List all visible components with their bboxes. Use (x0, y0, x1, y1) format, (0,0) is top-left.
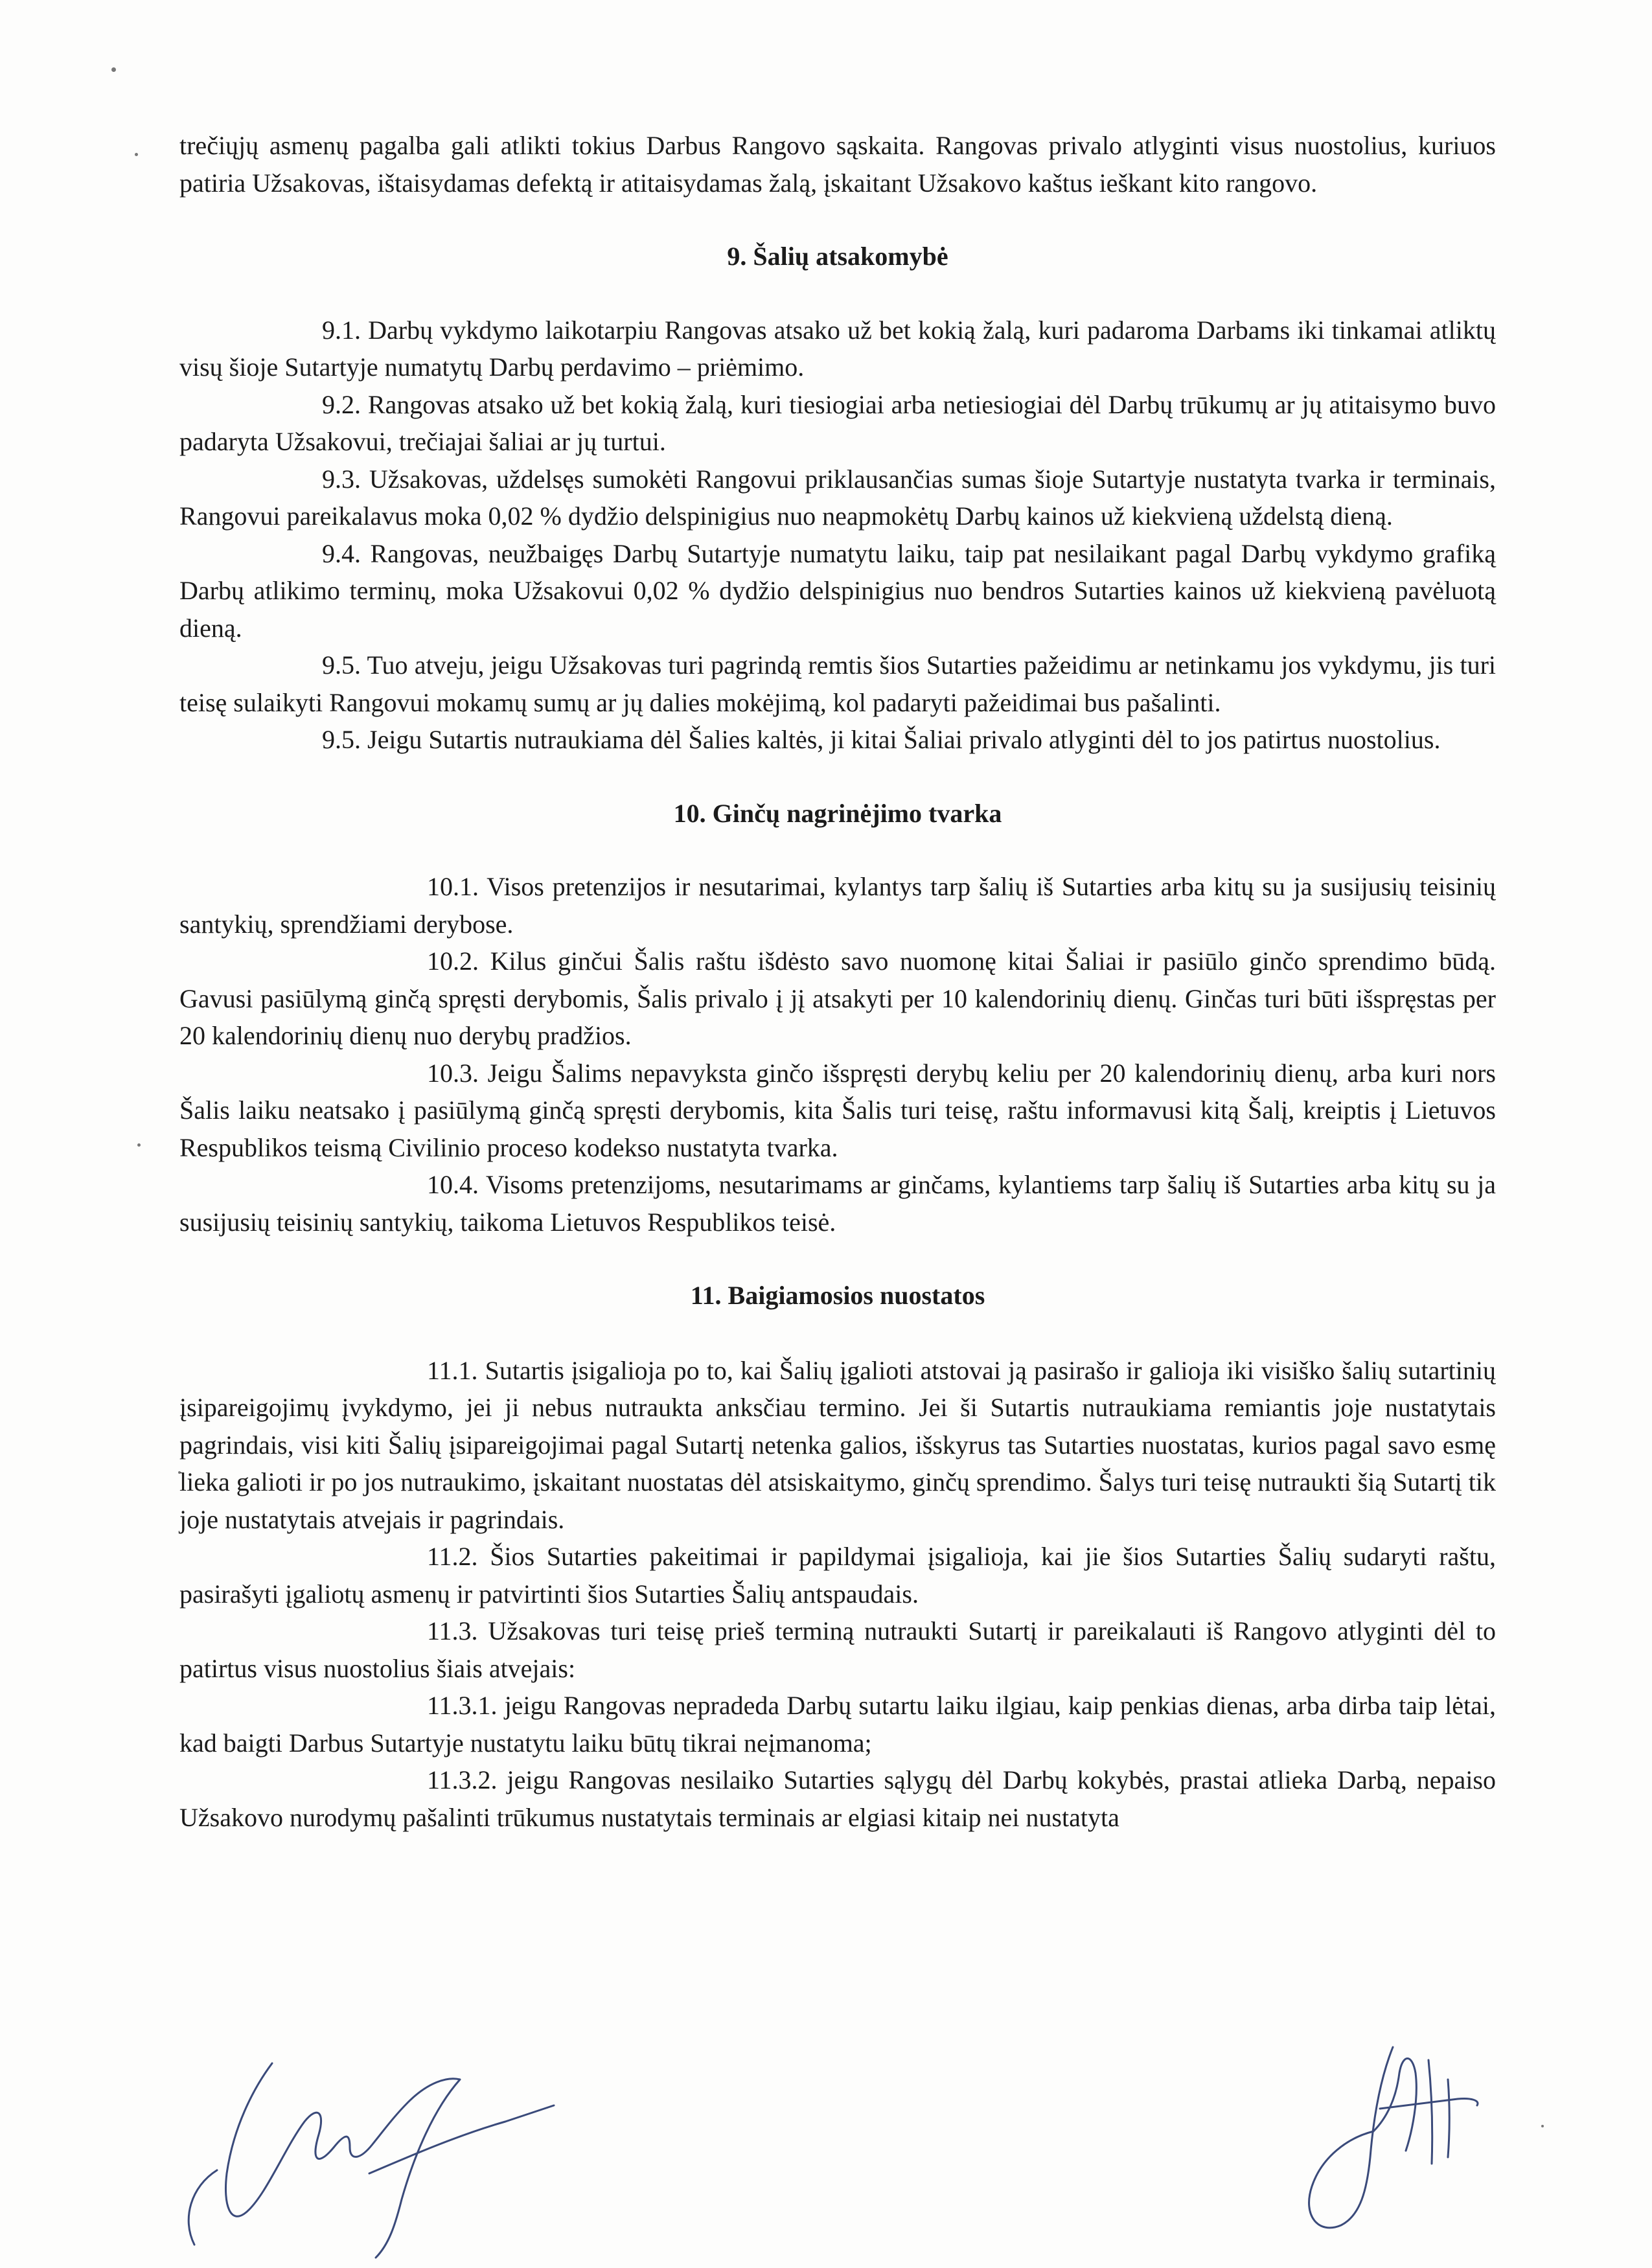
clause-10-2: 10.2. Kilus ginčui Šalis raštu išdėsto savo nuomonę kitai Šaliai ir pasiūlo ginčo sprendimo būdą. Gavusi pasiūlymą ginčą spręsti derybomis, Šalis privalo į jį atsakyti per 10 kalendorinių dienų. Ginčas turi būti išspręstas per 20 kalendorinių dienų nuo derybų pradžios. (179, 946, 1496, 1050)
clause-10-1: 10.1. Visos pretenzijos ir nesutarimai, kylantys tarp šalių iš Sutarties arba kitų su ja susijusių teisinių santykių, sprendžiami derybose. (179, 872, 1496, 939)
document-body (179, 127, 1496, 1836)
clause-9-4: 9.4. Rangovas, neužbaigęs Darbų Sutartyje numatytu laiku, taip pat nesilaikant pagal Darbų vykdymo grafiką Darbų atlikimo terminų, moka Užsakovui 0,02 % dydžio delspinigius nuo bendros Sutarties kainos už kiekvieną pavėluotą dieną. (179, 538, 1496, 643)
clause-11-1: 11.1. Sutartis įsigalioja po to, kai Šalių įgalioti atstovai ją pasirašo ir galioja iki visiško šalių sutartinių įsipareigojimų įvykdymo, jei ji nebus nutraukta anksčiau termino. Jei ši Sutartis nutraukiama remiantis joje nustatytais pagrindais, visi kiti Šalių įsipareigojimai pagal Sutartį netenka galios, išskyrus tas Sutarties nuostatas, kurios pagal savo esmę lieka galioti ir po jos nutraukimo, įskaitant nuostatas dėl atsiskaitymo, ginčų sprendimo. Šalys turi teisę nutraukti šią Sutartį tik joje nustatytais atvejais ir pagrindais. (179, 1355, 1496, 1534)
clause-11-3-2: 11.3.2. jeigu Rangovas nesilaiko Sutarties sąlygų dėl Darbų kokybės, prastai atlieka Darbą, nepaiso Užsakovo nurodymų pašalinti trūkumus nustatytais terminais ar elgiasi kitaip nei nustatyta (179, 1765, 1496, 1832)
clause-10-4: 10.4. Visoms pretenzijoms, nesutarimams ar ginčams, kylantiems tarp šalių iš Sutarties arba kitų su ja susijusių teisinių santykių, taikoma Lietuvos Respublikos teisė. (179, 1170, 1496, 1237)
clause-11-2: 11.2. Šios Sutarties pakeitimai ir papildymai įsigalioja, kai jie šios Sutarties Šalių sudaryti raštu, pasirašyti įgaliotų asmenų ir patvirtinti šios Sutarties Šalių antspaudais. (179, 1542, 1496, 1609)
continuation-paragraph: trečiųjų asmenų pagalba gali atlikti tokius Darbus Rangovo sąskaita. Rangovas privalo atlyginti visus nuostolius, kuriuos patiria Užsakovas, ištaisydamas defektą ir atitaisydamas žalą, įskaitant Užsakovo kaštus ieškant kito rangovo. (179, 131, 1496, 198)
clause-9-5b: 9.5. Jeigu Sutartis nutraukiama dėl Šalies kaltės, ji kitai Šaliai privalo atlyginti dėl to jos patirtus nuostolius. (322, 725, 1441, 754)
clause-10-3: 10.3. Jeigu Šalims nepavyksta ginčo išspręsti derybų keliu per 20 kalendorinių dienų, arba kuri nors Šalis laiku neatsako į pasiūlymą ginčą spręsti derybomis, kita Šalis turi teisę, raštu informavusi kitą Šalį, kreiptis į Lietuvos Respublikos teismą Civilinio proceso kodekso nustatyta tvarka. (179, 1058, 1496, 1162)
section-heading-10: 10. Ginčų nagrinėjimo tvarka (673, 798, 1002, 828)
clause-9-2: 9.2. Rangovas atsako už bet kokią žalą, kuri tiesiogiai arba netiesiogiai dėl Darbų trūkumų ar jų atitaisymo buvo padaryta Užsakovui, trečiajai šaliai ar jų turtui. (179, 389, 1496, 456)
section-heading-9: 9. Šalių atsakomybė (727, 242, 948, 271)
signature-right (1283, 2041, 1503, 2235)
clause-9-3: 9.3. Užsakovas, uždelsęs sumokėti Rangovui priklausančias sumas šioje Sutartyje nustatyta tvarka ir terminais, Rangovui pareikalavus moka 0,02 % dydžio delspinigius nuo neapmokėtų Darbų kainos už kiekvieną uždelstą dieną. (179, 464, 1496, 531)
section-heading-11: 11. Baigiamosios nuostatos (690, 1281, 985, 1310)
clause-11-3-1: 11.3.1. jeigu Rangovas nepradeda Darbų sutartu laiku ilgiau, kaip penkias dienas, arba dirba taip lėtai, kad baigti Darbus Sutartyje nustatytu laiku būtų tikrai neįmanoma; (179, 1691, 1496, 1758)
clause-9-1: 9.1. Darbų vykdymo laikotarpiu Rangovas atsako už bet kokią žalą, kuri padaroma Darbams iki tinkamai atliktų visų šioje Sutartyje numatytų Darbų perdavimo – priėmimo. (179, 315, 1496, 382)
clause-11-3: 11.3. Užsakovas turi teisę prieš terminą nutraukti Sutartį ir pareikalauti iš Rangovo atlyginti dėl to patirtus visus nuostolius šiais atvejais: (179, 1616, 1496, 1683)
signature-left (155, 2050, 557, 2264)
clause-9-5a: 9.5. Tuo atveju, jeigu Užsakovas turi pagrindą remtis šios Sutarties pažeidimu ar netinkamu jos vykdymu, jis turi teisę sulaikyti Rangovui mokamų sumų ar jų dalies mokėjimą, kol padaryti pažeidimai bus pašalinti. (179, 650, 1496, 717)
